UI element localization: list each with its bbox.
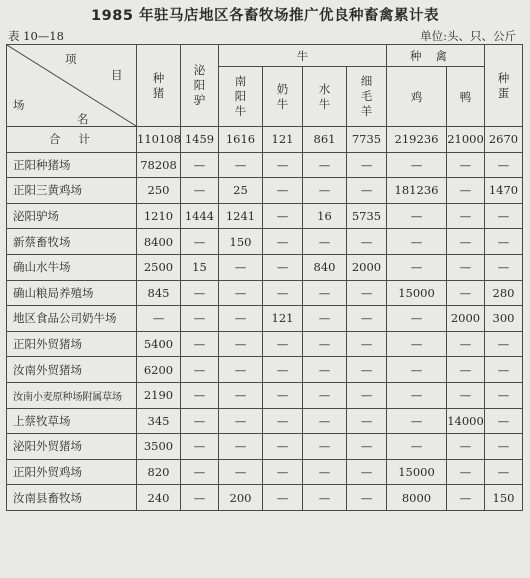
table-cell: — bbox=[181, 280, 219, 306]
table-cell: 16 bbox=[303, 203, 347, 229]
table-cell: 1444 bbox=[181, 203, 219, 229]
table-cell: — bbox=[447, 254, 485, 280]
table-cell: — bbox=[387, 331, 447, 357]
table-cell: — bbox=[447, 178, 485, 204]
table-cell: 1241 bbox=[219, 203, 263, 229]
table-cell: — bbox=[263, 408, 303, 434]
table-cell: — bbox=[303, 306, 347, 332]
table-cell: — bbox=[347, 357, 387, 383]
table-row bbox=[7, 178, 523, 204]
table-cell: — bbox=[263, 178, 303, 204]
table-cell: 820 bbox=[137, 459, 181, 485]
table-cell: — bbox=[347, 382, 387, 408]
table-cell: 181236 bbox=[387, 178, 447, 204]
table-cell: 3500 bbox=[137, 434, 181, 460]
table-cell: — bbox=[347, 408, 387, 434]
row-name: 确山水牛场 bbox=[7, 254, 137, 280]
table-cell: 250 bbox=[137, 178, 181, 204]
table-cell: — bbox=[219, 357, 263, 383]
table-cell: 7735 bbox=[347, 127, 387, 153]
table-body bbox=[7, 127, 523, 511]
row-name: 确山粮局养殖场 bbox=[7, 280, 137, 306]
table-cell: — bbox=[263, 485, 303, 511]
table-cell: — bbox=[485, 434, 523, 460]
col-header-ximaoyang: 细毛羊 bbox=[347, 67, 387, 127]
table-cell: 25 bbox=[219, 178, 263, 204]
table-cell: — bbox=[447, 485, 485, 511]
table-cell: 1470 bbox=[485, 178, 523, 204]
table-cell: — bbox=[485, 152, 523, 178]
row-name: 正阳三黄鸡场 bbox=[7, 178, 137, 204]
table-cell: — bbox=[263, 152, 303, 178]
table-cell: 150 bbox=[219, 229, 263, 255]
table-cell: — bbox=[485, 408, 523, 434]
header-label-chang: 场 bbox=[13, 98, 25, 112]
table-cell: 8400 bbox=[137, 229, 181, 255]
table-cell: 14000 bbox=[447, 408, 485, 434]
col-header-nainiu: 奶牛 bbox=[263, 67, 303, 127]
table-cell: 300 bbox=[485, 306, 523, 332]
table-cell: 2500 bbox=[137, 254, 181, 280]
table-cell: — bbox=[181, 459, 219, 485]
header-label-ming: 名 bbox=[77, 112, 89, 126]
table-row bbox=[7, 485, 523, 511]
table-cell: — bbox=[181, 229, 219, 255]
table-cell: — bbox=[347, 485, 387, 511]
row-name: 泌阳外贸猪场 bbox=[7, 434, 137, 460]
table-cell: — bbox=[447, 280, 485, 306]
table-cell: 240 bbox=[137, 485, 181, 511]
total-row bbox=[7, 127, 523, 153]
col-group-niu: 牛 bbox=[219, 45, 387, 67]
page-title: 1985 年驻马店地区各畜牧场推广优良种畜禽累计表 bbox=[91, 8, 439, 24]
table-cell: — bbox=[485, 331, 523, 357]
header-label-xiang: 项 bbox=[65, 52, 77, 66]
table-cell: — bbox=[347, 306, 387, 332]
table-cell: — bbox=[347, 229, 387, 255]
table-cell: — bbox=[387, 382, 447, 408]
table-cell: 5735 bbox=[347, 203, 387, 229]
table-cell: — bbox=[387, 203, 447, 229]
table-cell: — bbox=[219, 408, 263, 434]
table-cell: 15000 bbox=[387, 459, 447, 485]
table-cell: — bbox=[485, 229, 523, 255]
diagonal-header-cell bbox=[7, 45, 137, 127]
row-name: 正阳外贸鸡场 bbox=[7, 459, 137, 485]
table-row bbox=[7, 459, 523, 485]
table-cell: — bbox=[347, 459, 387, 485]
table-cell: 5400 bbox=[137, 331, 181, 357]
table-cell: 110108 bbox=[137, 127, 181, 153]
table-cell: — bbox=[219, 382, 263, 408]
table-cell: — bbox=[263, 382, 303, 408]
table-cell: — bbox=[181, 382, 219, 408]
table-cell: — bbox=[447, 331, 485, 357]
table-cell: — bbox=[219, 459, 263, 485]
table-row bbox=[7, 434, 523, 460]
table-cell: — bbox=[303, 229, 347, 255]
table-cell: — bbox=[303, 178, 347, 204]
table-cell: — bbox=[387, 306, 447, 332]
table-cell: — bbox=[303, 434, 347, 460]
table-cell: 78208 bbox=[137, 152, 181, 178]
table-row bbox=[7, 203, 523, 229]
table-cell: 219236 bbox=[387, 127, 447, 153]
table-cell: — bbox=[263, 280, 303, 306]
table-cell: 840 bbox=[303, 254, 347, 280]
table-cell: — bbox=[447, 434, 485, 460]
table-cell: 21000 bbox=[447, 127, 485, 153]
table-row bbox=[7, 357, 523, 383]
table-cell: 1459 bbox=[181, 127, 219, 153]
row-name: 汝南外贸猪场 bbox=[7, 357, 137, 383]
table-cell: — bbox=[447, 152, 485, 178]
col-header-zhuzhu: 种猪 bbox=[137, 45, 181, 127]
table-cell: 121 bbox=[263, 127, 303, 153]
col-header-biyanglv: 泌阳驴 bbox=[181, 45, 219, 127]
row-name: 新蔡畜牧场 bbox=[7, 229, 137, 255]
table-cell: — bbox=[181, 485, 219, 511]
table-cell: — bbox=[181, 408, 219, 434]
table-cell: — bbox=[387, 229, 447, 255]
row-name: 正阳种猪场 bbox=[7, 152, 137, 178]
table-cell: — bbox=[219, 434, 263, 460]
table-cell: 861 bbox=[303, 127, 347, 153]
table-cell: — bbox=[303, 408, 347, 434]
table-cell: 2000 bbox=[347, 254, 387, 280]
table-cell: — bbox=[219, 254, 263, 280]
table-row bbox=[7, 152, 523, 178]
table-row bbox=[7, 408, 523, 434]
table-cell: 2670 bbox=[485, 127, 523, 153]
col-header-zhongdan: 种蛋 bbox=[485, 45, 523, 127]
table-cell: — bbox=[485, 459, 523, 485]
table-row bbox=[7, 229, 523, 255]
table-cell: — bbox=[303, 459, 347, 485]
col-header-nanyangniu: 南阳牛 bbox=[219, 67, 263, 127]
table-cell: 121 bbox=[263, 306, 303, 332]
table-cell: 280 bbox=[485, 280, 523, 306]
table-cell: — bbox=[485, 382, 523, 408]
table-cell: 6200 bbox=[137, 357, 181, 383]
row-name: 地区食品公司奶牛场 bbox=[7, 306, 137, 332]
table-cell: — bbox=[485, 254, 523, 280]
table-cell: 1210 bbox=[137, 203, 181, 229]
table-cell: — bbox=[485, 357, 523, 383]
table-cell: — bbox=[181, 178, 219, 204]
table-cell: — bbox=[387, 434, 447, 460]
table-cell: — bbox=[303, 152, 347, 178]
table-row bbox=[7, 306, 523, 332]
table-cell: — bbox=[447, 203, 485, 229]
col-group-zhongqin: 种禽 bbox=[387, 45, 485, 67]
table-cell: 150 bbox=[485, 485, 523, 511]
table-cell: — bbox=[303, 280, 347, 306]
row-name: 合计 bbox=[7, 127, 137, 153]
table-cell: — bbox=[303, 357, 347, 383]
table-cell: 15 bbox=[181, 254, 219, 280]
col-header-ji: 鸡 bbox=[387, 67, 447, 127]
table-cell: — bbox=[387, 408, 447, 434]
table-cell: — bbox=[181, 357, 219, 383]
header-label-mu: 目 bbox=[111, 68, 123, 82]
table-cell: — bbox=[347, 152, 387, 178]
table-cell: — bbox=[387, 152, 447, 178]
table-cell: 845 bbox=[137, 280, 181, 306]
table-cell: — bbox=[347, 280, 387, 306]
row-name: 汝南小麦原种场附属草场 bbox=[7, 382, 137, 408]
table-cell: — bbox=[219, 280, 263, 306]
livestock-table bbox=[6, 44, 523, 511]
col-header-ya: 鸭 bbox=[447, 67, 485, 127]
unit-note: 单位:头、只、公斤 bbox=[420, 29, 516, 43]
table-cell: — bbox=[447, 229, 485, 255]
table-cell: — bbox=[181, 306, 219, 332]
table-cell: 1616 bbox=[219, 127, 263, 153]
table-row bbox=[7, 254, 523, 280]
table-cell: — bbox=[263, 331, 303, 357]
table-cell: — bbox=[219, 331, 263, 357]
table-cell: — bbox=[303, 331, 347, 357]
table-cell: — bbox=[263, 357, 303, 383]
table-row bbox=[7, 382, 523, 408]
col-header-shuiniu: 水牛 bbox=[303, 67, 347, 127]
table-cell: 345 bbox=[137, 408, 181, 434]
table-cell: — bbox=[263, 203, 303, 229]
table-cell: — bbox=[137, 306, 181, 332]
table-cell: — bbox=[219, 306, 263, 332]
table-cell: — bbox=[447, 357, 485, 383]
table-row bbox=[7, 280, 523, 306]
table-cell: — bbox=[447, 459, 485, 485]
table-cell: — bbox=[181, 434, 219, 460]
table-cell: — bbox=[181, 152, 219, 178]
table-cell: 2000 bbox=[447, 306, 485, 332]
row-name: 泌阳驴场 bbox=[7, 203, 137, 229]
row-name: 上蔡牧草场 bbox=[7, 408, 137, 434]
row-name: 汝南县畜牧场 bbox=[7, 485, 137, 511]
table-row bbox=[7, 331, 523, 357]
table-cell: — bbox=[347, 178, 387, 204]
table-cell: — bbox=[387, 357, 447, 383]
table-cell: — bbox=[303, 382, 347, 408]
table-cell: — bbox=[263, 459, 303, 485]
table-cell: 15000 bbox=[387, 280, 447, 306]
table-cell: — bbox=[447, 382, 485, 408]
table-cell: — bbox=[219, 152, 263, 178]
table-cell: — bbox=[181, 331, 219, 357]
table-cell: — bbox=[485, 203, 523, 229]
table-cell: — bbox=[387, 254, 447, 280]
table-number: 表 10—18 bbox=[8, 29, 64, 43]
table-cell: — bbox=[263, 434, 303, 460]
table-cell: — bbox=[263, 229, 303, 255]
table-cell: — bbox=[263, 254, 303, 280]
table-cell: — bbox=[347, 434, 387, 460]
table-cell: 2190 bbox=[137, 382, 181, 408]
table-cell: — bbox=[303, 485, 347, 511]
table-cell: 200 bbox=[219, 485, 263, 511]
row-name: 正阳外贸猪场 bbox=[7, 331, 137, 357]
table-cell: 8000 bbox=[387, 485, 447, 511]
table-cell: — bbox=[347, 331, 387, 357]
